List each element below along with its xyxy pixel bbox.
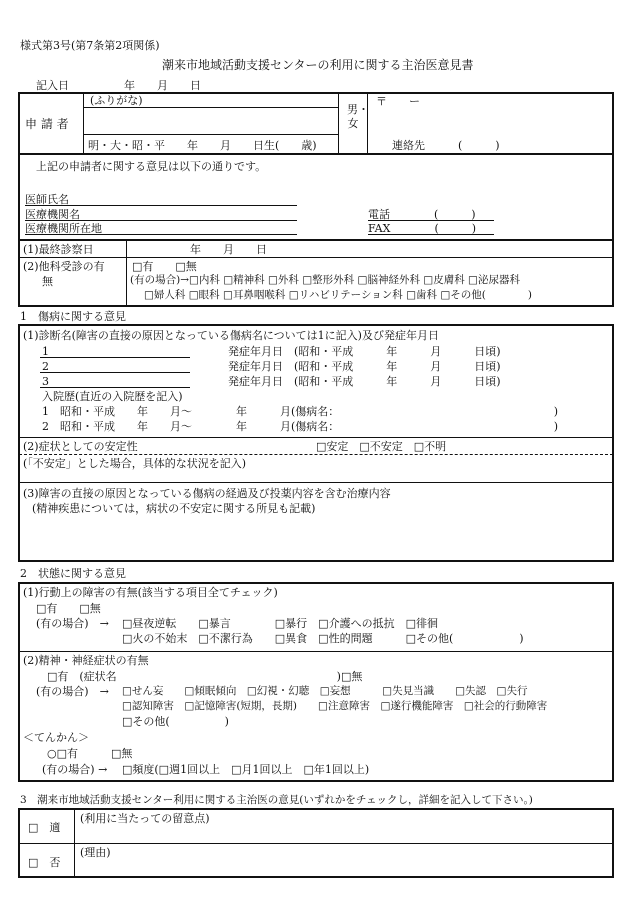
gender-field: 男・女 [347, 103, 369, 130]
epilepsy-frequency: □頻度(□週1回以上 □月1回以上 □年1回以上) [122, 763, 370, 776]
stability-options: □安定 □不安定 □不明 [316, 440, 447, 453]
suitable-note: (利用に当たっての留意点) [80, 812, 210, 825]
psych-options-2: □認知障害 □記憶障害(短期，長期) □注意障害 □遂行機能障害 □社会的行動障害 [122, 700, 548, 712]
form-title: 潮来市地域活動支援センターの利用に関する主治医意見書 [162, 58, 474, 72]
diagnosis-3-num: 3 [42, 375, 49, 388]
treatment-course-label: (3)障害の直接の原因となっている傷病の経過及び投薬内容を含む治療内容 [23, 487, 391, 500]
last-visit-label: (1)最終診察日 [23, 243, 94, 256]
form-number: 様式第3号(第7条第2項関係) [20, 39, 160, 52]
psych-yes: □有 (症状名 )□無 [47, 670, 363, 683]
fax-label: FAX ( ) [368, 222, 477, 235]
furigana-label: (ふりがな) [90, 94, 143, 107]
hospitalization-1: 1 昭和・平成 年 月～ 年 月(傷病名： ) [42, 405, 559, 418]
birthdate-field: 明・大・昭・平 年 月 日生( 歳) [88, 139, 317, 152]
other-dept-yesno: □有 □無 [132, 260, 197, 273]
doctor-name-label: 医師氏名 [25, 193, 69, 206]
epilepsy-yesno: ○□有 □無 [47, 747, 133, 760]
diagnosis-2-num: 2 [42, 360, 49, 373]
behavior-label: (1)行動上の障害の有無(該当する項目全てチェック) [23, 586, 278, 599]
address-label: 医療機関所在地 [25, 222, 102, 235]
other-dept-line-2: □婦人科 □眼科 □耳鼻咽喉科 □リハビリテーション科 □歯科 □その他( ) [144, 289, 532, 301]
diagnosis-label: (1)診断名(障害の直接の原因となっている傷病名については1に記入)及び発症年月日 [23, 329, 439, 342]
behavior-options-1: □昼夜逆転 □暴言 □暴行 □介護への抵抗 □徘徊 [122, 617, 438, 630]
diagnosis-1-num: 1 [42, 345, 49, 358]
epilepsy-label: ＜てんかん＞ [23, 731, 89, 744]
psych-options-3: □その他( ) [122, 715, 229, 728]
stability-label: (2)症状としての安定性 [23, 440, 138, 453]
diagnosis-1-onset: 発症年月日 (昭和・平成 年 月 日頃) [228, 345, 501, 358]
section-2-heading: 2 状態に関する意見 [20, 567, 126, 580]
unsuitable-checkbox[interactable]: □ 否 [28, 856, 61, 869]
behavior-options-2: □火の不始末 □不潔行為 □異食 □性的問題 □その他( ) [122, 632, 524, 645]
institution-label: 医療機関名 [25, 208, 80, 221]
section-3-heading: 3 潮来市地域活動支援センター利用に関する主治医の意見(いずれかをチェックし，詳細を記入して下さい。) [20, 794, 533, 806]
hospitalization-2: 2 昭和・平成 年 月～ 年 月(傷病名： ) [42, 420, 559, 433]
date-fields: 年 月 日 [124, 79, 201, 92]
doctor-intro: 上記の申請者に関する意見は以下の通りです。 [36, 160, 267, 173]
hospitalization-label: 入院歴(直近の入院歴を記入) [42, 390, 183, 403]
section-1-heading: 1 傷病に関する意見 [20, 310, 126, 323]
date-label: 記入日 [36, 79, 69, 92]
other-dept-label-1: (2)他科受診の有 [23, 260, 105, 273]
treatment-course-note: (精神疾患については，病状の不安定に関する所見も記載) [32, 502, 316, 515]
epilepsy-case: (有の場合) → [42, 763, 108, 776]
suitable-checkbox[interactable]: □ 適 [28, 821, 61, 834]
unsuitable-note: (理由) [80, 846, 111, 859]
behavior-yesno: □有 □無 [36, 602, 101, 615]
applicant-label: 申 請 者 [25, 117, 69, 131]
tel-label: 電話 ( ) [368, 208, 476, 221]
psych-label: (2)精神・神経症状の有無 [23, 654, 149, 667]
last-visit-date: 年 月 日 [190, 243, 267, 256]
other-dept-line-1: (有の場合)→□内科 □精神科 □外科 □整形外科 □脳神経外科 □皮膚科 □泌尿器科 [130, 274, 520, 286]
other-dept-label-2: 無 [42, 275, 53, 288]
diagnosis-3-onset: 発症年月日 (昭和・平成 年 月 日頃) [228, 375, 501, 388]
unstable-note: (「不安定」とした場合，具体的な状況を記入) [23, 457, 247, 470]
behavior-case: (有の場合) → [36, 617, 109, 630]
contact-field: 連絡先 ( ) [392, 139, 500, 152]
psych-case: (有の場合) → [36, 685, 109, 698]
psych-options-1: □せん妄 □傾眠傾向 □幻視・幻聴 □妄想 □失見当識 □失認 □失行 [122, 685, 528, 697]
diagnosis-2-onset: 発症年月日 (昭和・平成 年 月 日頃) [228, 360, 501, 373]
postal-field: 〒 ー [376, 95, 420, 108]
